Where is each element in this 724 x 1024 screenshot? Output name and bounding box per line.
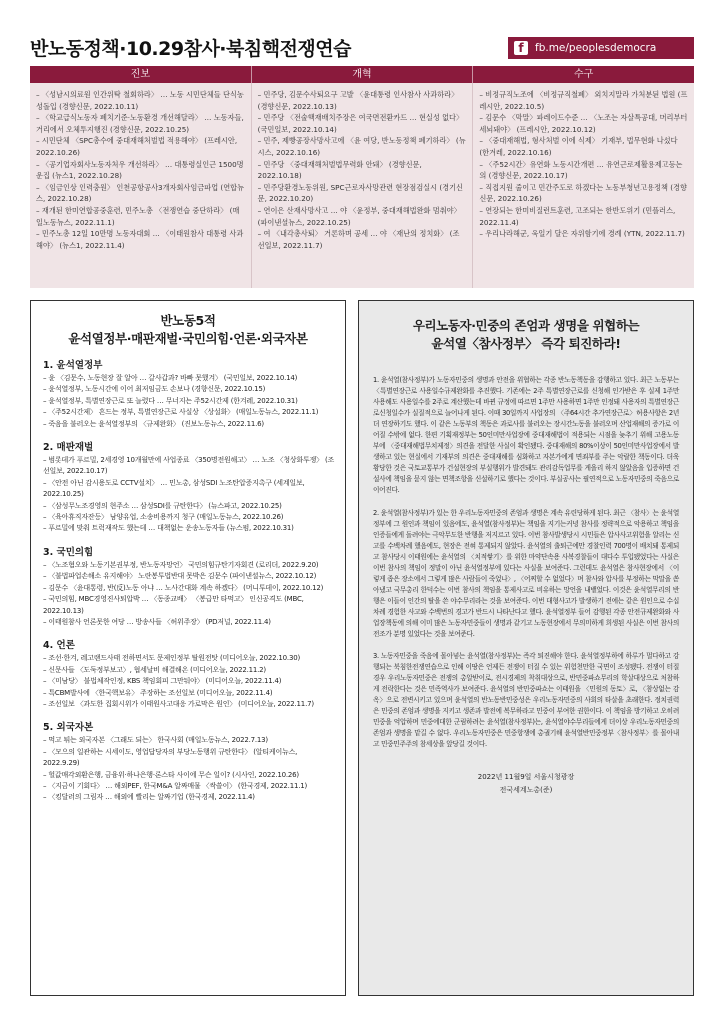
list-item: – 연이은 산재사망사고 … 야 〈윤정부, 중대재해법완화 멈춰야〉 (파이낸셜뉴스, 2022.10.25): [257, 205, 461, 227]
list-item: – 민주, 제빵공장사망사고에 〈윤 여당, 반노동정책 폐기하라〉 (뉴시스, 2022.10.16): [257, 136, 466, 157]
statement-paragraph: 2. 윤석열(참사정부)가 있는 한 우리노동자민중의 존엄과 생명은 계속 유린당하게 된다. 최근 〈참사〉는 윤석열정부에 그 원인과 책임이 있음에도, 윤석열(참사정부)는 책임을 지기는커녕 참사를 정략적으로 악용하고 책임을 인증들에게 돌려야는 극악무도한 반행을 저지르고 있다. 이번 참사발생당시 시민들은 압사사고위험을 알리는 신고를 수백차례 했음에도, 현장은 전혀 통제되지 않았다. 윤석열의 출퇴근에만 경찰인력 700명이 배치돼 통제되고 참사당시 이태원에는 윤석열의 〈치적쌓기〉를 위한 마약단속용 사복경찰들이 대다수 투입됐었다는 사실은 이번 참사의 책임이 정말이 아닌 윤석열정부에 있다는 사실을 보여준다. 그런데도 윤석열은 참사현장에서 〈이렇게 좁은 장소에서 그렇게 많은 사람들이 죽었나〉, 〈어찌할 수 없었다〉며 참사와 압사를 부정하는 막말을 쏟아냈고 국무총리 한덕수는 이번 참사의 책임을 통제사고로 비유하는 망언을 내뱉었다. 이것은 윤석열무리의 반행은 이들이 인간의 탈을 쓴 야수무리라는 것을 보여준다. 이번 대형사고가 발생하기 전에는 같은 원인으로 수십차례 경험한 사고와 수백번의 경고가 반드시 나타난다고 했다. 윤석열정부 들어 감행된 각종 안전규제완화와 사업장책동에 의해 이미 많은 노동자민중들이 생명과 같기고 노동현장에서 무의미하게 희생된 사실은 이번 참사의 전조가 분명 있었다는 것을 보여준다.: [373, 508, 679, 639]
list-item: – 〈노조혐오와 노동기본권부정, 반노동자망언〉 국민의힘규탄기자회견 (로리더, 2022.9.20): [43, 560, 319, 569]
statement-paragraph: 1. 윤석열(참사정부)가 노동자민중의 생명과 안전을 위협하는 각종 반노동책동을 감행하고 있다. 최근 노동부는 〈특별연장근로 사용일수규제완화를 추진했다. 기존에는 2주 특별연장근로를 신청해 인가받은 후 실제 1주만 사용해도 사용일수를 2주로 계산했는데 바뀐 규정에 따르면 1주만 사용하면 1주만 인정돼 사용자의 특별연장근로신청일수가 실질적으로 늘어나게 된다. 이때 30일까지 사업장의 〈주64시간 추가연장근로〉허용사항은 2년 더 연장하기도 했다. 이 같은 노동부의 책동은 과로사를 불러오는 장시간노동을 불러오며 산업재해의 증가로 이어질 수밖에 없다. 한편 기획재정부는 50인미만사업장에 중대재해법이 적용되는 시점을 늦추기 위해 고용노동부에 〈중대재해법무치제정〉의견을 전달한 사실이 확인됐다. 중대재해의 80%이상이 50인미만사업장에서 발생하고 있는 현실에서 기재부의 의견은 중대재해를 심화하고 자본가에게 면죄부를 주는 악랄한 책동이다. 더욱 황당한 것은 국토교통부가 건설현장의 부실행위가 발견돼도 관리감독업무를 게을리 하지 않았음을 입증하면 건설사에 책임을 묻지 않는 면책조항을 신설하기로 했다는 것이다. 부실공사는 필연적으로 노동자민중의 죽음으로 이어진다.: [373, 376, 679, 495]
list-item: – 우리나라해군, 욱일기 달은 자위함기에 경례 (YTN, 2022.11.7): [479, 229, 685, 239]
list-item: – 먹고 튀는 외국자본 〈그래도 되는〉 한국사회 (매일노동뉴스, 2022.7.13): [43, 736, 268, 745]
list-item: – 〈학교급식노동자 폐치기준·노동환경 개선해달라〉 … 노동자들, 거리에서 오체투지행진 (경향신문, 2022.10.25): [36, 113, 244, 134]
list-item: – 〈불법파업손해소 유지해야〉 노란봉투법반대 못박은 김문수 (파이낸셜뉴스, 2022.10.12): [43, 572, 317, 581]
list-item: – 김문수 〈막말〉파레이드수준 … 〈노조는 자살특공대, 머리부터 세뇌돼야〉 (프레시안, 2022.10.12): [479, 113, 688, 134]
facebook-link[interactable]: [508, 37, 694, 59]
list-item: – 〈육아휴직자잔등〉 남양유업, 소송비용까지 청구 (매일노동뉴스, 2022.10.26): [43, 513, 284, 522]
list-item: – 〈주52시간제〉 흔드는 정부, 특별연장근로 사실상 〈상설화〉 (매일노동뉴스, 2022.11.1): [43, 408, 319, 417]
list-item: – 연장되는 한미비질런트훈련, 고조되는 한반도위기 (민플러스, 2022.11.4): [479, 205, 676, 227]
statement-title-line1: 우리노동자·민중의 존엄과 생명을 위협하는: [412, 318, 640, 333]
list-item: – 윤석열정부, 노동시간에 이어 최저임금도 손보나 (경향신문, 2022.10.15): [43, 385, 266, 394]
section-heading: 1. 윤석열정부: [43, 360, 103, 371]
list-item: – 특CBM발사에 〈한국핵보유〉 주장하는 조선일보 (미디어오늘, 2022.11.4): [43, 688, 273, 697]
list-item: – 푸르밀에 맞춰 트럭재작도 했는데 … 대책없는 운송노동자들 (뉴스펌, 2022.10.31): [43, 524, 294, 533]
facebook-url: fb.me/peoplesdemocra: [535, 42, 657, 54]
statement-title-line2: 윤석열〈참사정부〉 즉각 퇴진하라!: [431, 336, 621, 351]
list-item: – 민주당 〈전술핵재배치주장은 여국면전환카드 … 현실성 없다〉 (국민일보, 2022.10.14): [257, 113, 464, 134]
section-media: [43, 637, 335, 710]
facebook-icon: f: [514, 41, 528, 55]
statement-box: [358, 300, 694, 996]
list-item: – 비정규직노조에 〈비정규직철폐〉 외치지말라 가처분된 법원 (프레시안, 2022.10.5): [479, 90, 688, 111]
list-item: – 〈임금인상 인력충원〉 인천공항공사3개자회사임금파업 (연합뉴스, 2022.10.28): [36, 182, 245, 204]
list-item: – 〈지금이 기회다〉 … 해외PEF, 한국M&A 알짜매물 〈싹쓸이〉 (한국경제, 2022.11.1): [43, 781, 308, 790]
list-item: – 신문사들 〈도둑정부보고〉, 협세날비 해결해온 (미디어오늘, 2022.11.2): [43, 665, 266, 674]
section-heading: 4. 언론: [43, 640, 75, 652]
list-item: – 조선일보 〈과도한 집회시위가 이태원사고대응 가로막은 원인〉 (미디어오늘, 2022.11.7): [43, 699, 314, 708]
page-title: 반노동정책·10.29참사·북침핵전쟁연습: [30, 38, 351, 60]
category-table-body: [30, 83, 694, 288]
column-conservative: [472, 83, 694, 288]
list-item: – 〈킹달러의 그림자 … 해외에 빨리는 알짜기업 (한국경제, 2022.11.4): [43, 793, 255, 802]
statement-org: 전국세계노총(준): [499, 785, 553, 794]
list-item: – 윤 〈김문수, 노동현장 잘 알아 … 갈사갑과? 바빠 못했겨〉 (국민일보, 2022.10.14): [43, 374, 298, 382]
list-item: – 윤석열정부, 특별연장근로 또 늘렸다 … 무너지는 주52시간제 (한겨레, 2022.10.31): [43, 396, 298, 405]
statement-title: [359, 317, 693, 353]
anti-labor-five-box: [30, 300, 346, 996]
section-heading: 3. 국민의힘: [43, 546, 94, 558]
list-item: – 조선·한겨, 레고랜드사태 전하면서도 문제인정부 탈원전탓 (미디어오늘, 2022.10.30): [43, 654, 300, 663]
header-progressive: 진보: [130, 69, 150, 80]
section-heading: 5. 외국자본: [43, 722, 94, 734]
list-item: – 〈모으의 일관하는 시세이도, 영업답당자의 부당노동행위 규탄한다〉 (알티케이뉴스, 2022.9.29): [43, 747, 298, 768]
list-item: – 이태원참사 언론못한 여당 … 방송사들 〈허위주장〉 (PD저널, 2022.11.4): [43, 617, 271, 626]
section-ppp: [43, 544, 335, 628]
left-title-line2: 윤석열정부·매판재벌·국민의힘·언론·외국자본: [68, 331, 308, 346]
list-item: – 민주당환경노동위원, SPC근로자사망관련 현장점검실시 (경기신문, 2022.10.20): [257, 182, 463, 204]
list-item: – 〈미남당〉 불법체작인정, KBS 책임회피 그만둬야〉 (미디어오늘, 2022.11.4): [43, 677, 282, 686]
statement-date: 2022년 11월9일 서울시청광장: [477, 772, 575, 781]
list-item: – 〈주52시간〉유연화 노동시간개편 … 유연근로제활용제고등논의 (경향신문, 2022.10.17): [479, 159, 683, 181]
list-item: – 재개된 한미연합공중훈련, 민주노총 〈전쟁연습 중단하라〉 (매일노동뉴스, 2022.11.1): [36, 205, 240, 227]
left-box-title: [31, 312, 345, 348]
list-item: – 〈공기업자회사노동자처우 개선하라〉 … 대통령실인근 1500명운집 (뉴스1, 2022.10.28): [36, 159, 244, 181]
category-table-header: [30, 66, 694, 83]
left-title-line1: 반노동5적: [160, 313, 216, 328]
column-progressive: [30, 83, 251, 288]
list-item: – 국민의힘, MBC경영진사퇴압박 … 〈동종교배〉 〈봉급만 타먹고〉 인신공격도 (MBC, 2022.10.13): [43, 595, 304, 615]
list-item: – 민주당 〈중대재해처벌법무력화 안돼〉 (경향신문, 2022.10.18): [257, 159, 422, 181]
list-item: – 김문수 〈윤대통령, 반(反)노동 아냐 … 노사간대화 계속 하겠다〉 (머니투데이, 2022.10.12): [43, 583, 324, 592]
section-foreign-capital: [43, 719, 335, 803]
list-item: – 〈안전 아닌 감시용도로 CCTV설치〉 … 민노총, 삼성SDI 노조탄압증지촉구 (세계일보, 2022.10.25): [43, 478, 305, 499]
header: [30, 34, 694, 64]
list-item: – 〈삼성무노조경영의 현주소 … 삼성SDI를 규탄한다〉 (뉴스파고, 2022.10.25): [43, 501, 282, 510]
list-item: – 직접지원 줄이고 민간주도로 하겠다는 노동부청년고용정책 (경향신문, 2022.10.26): [479, 182, 687, 204]
list-item: – 〈성남시의료원 인간위탁 철회하라〉 … 노동 시민단체들 단식농성돌입 (경향신문, 2022.10.11): [36, 90, 244, 111]
section-heading: 2. 매판재벌: [43, 442, 94, 454]
list-item: – 여 〈내각총사퇴〉 거론하며 공세 … 야 〈재난의 정치화〉 (조선일보, 2022.11.7): [257, 229, 460, 250]
header-conservative: 수구: [472, 66, 694, 83]
column-reform: [251, 83, 473, 288]
list-item: – 죽음을 불러오는 윤석열정부의 〈규제완화〉 (진보노동뉴스, 2022.11.6): [43, 419, 264, 428]
list-item: – 범롯데가 푸르밀, 2세경영 10개월만에 사업종료 〈350명전원해고〉 … 노조 〈청상화투쟁〉 (조선일보, 2022.10.17): [43, 456, 335, 476]
header-reform: 개혁: [251, 66, 473, 83]
list-item: – 〈중대재해법, 형사처벌 이에 식제〉 기재부, 법무현화 나섰다 (한겨레, 2022.10.16): [479, 136, 678, 157]
section-chaebol: [43, 439, 335, 535]
list-item: – 민주노총 12일 10만명 노동자대회 … 〈이태원참사 대통령 사과해야〉 (뉴스1, 2022.11.4): [36, 229, 244, 250]
list-item: – 헐값매각외환은행, 금융위·하나은행·론스타 사이에 무슨 일이? (시사인, 2022.10.26): [43, 770, 299, 779]
section-government: [43, 357, 335, 430]
statement-paragraph: 3. 노동자민중을 죽음에 몰아넣는 윤석열(참사정부)는 즉각 퇴진해야 한다. 윤석열정부하에 하루가 멀다하고 강행되는 북침한전쟁연습으로 인해 이땅은 언제든 전쟁이 터질 수 있는 위험천만한 국면이 조성됐다. 전쟁이 터질 경우 우리노동자민중은 전쟁의 총알받이로, 전시경제의 착취대상으로, 반민중파쇼무리의 학살대상으로 처참하게 전락한다는 것은 민족역사가 보여준다. 윤석열의 반민중파쇼는 이태원을 〈민원의 동토〉로, 〈참상없는 감옥〉으로 전변시키고 있으며 윤석열의 반노동반민중성은 우리노동자민중의 사회의 타살을 초래한다. 정치권력은 민중의 존엄과 생명을 지키고 생존과 발전에 복무하라고 민중이 부여한 권한이다. 이 책임을 방기하고 오히려 민중을 억압하며 민중에대한 군림하려는 윤석열(참사정부)는, 윤석열야수무리들에게 더이상 우리노동자민중의 존엄과 생명을 맡길 수 없다. 우리노동자민중은 민중항쟁에 총궐기해 윤석열반민중정부〈참사정부〉를 몰아내고 민중민주주의 참세상을 앞당길 것이다.: [373, 652, 679, 749]
list-item: – 시민단체 〈SPC총수에 중대재해처벌법 적용해야〉 (프레시안, 2022.10.26): [36, 136, 238, 157]
list-item: – 민주당, 김문수사퇴요구 고발 〈윤대통령 인사참사 사과하라〉 (경향신문, 2022.10.13): [257, 90, 459, 111]
